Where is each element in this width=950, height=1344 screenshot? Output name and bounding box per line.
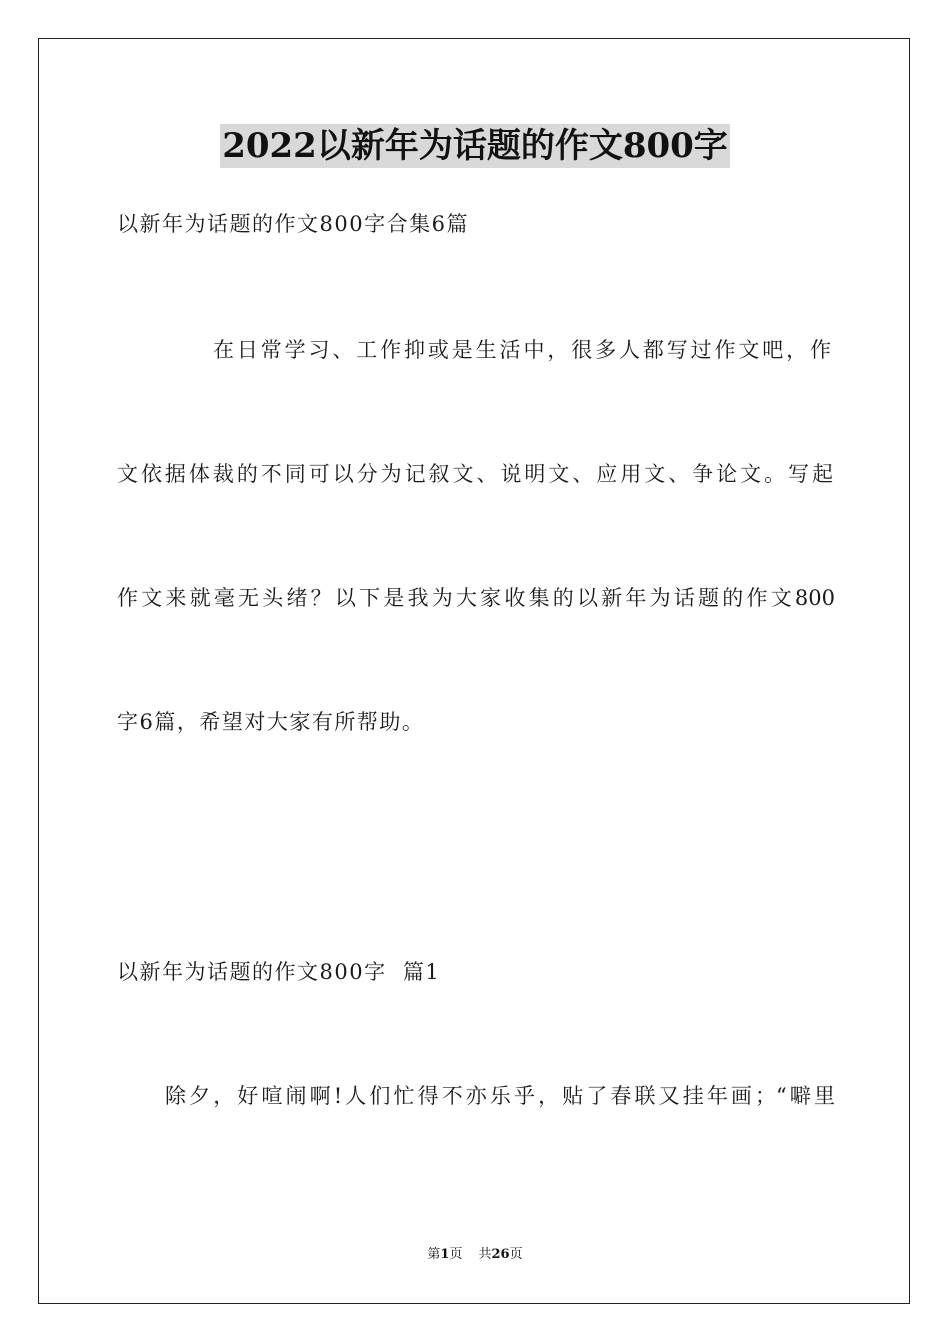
intro-line-4: 字6篇，希望对大家有所帮助。 <box>117 710 425 734</box>
intro-line-2: 文依据体裁的不同可以分为记叙文、说明文、应用文、争论文。写起 <box>117 462 833 486</box>
document-title: 2022以新年为话题的作文800字 <box>222 126 728 166</box>
footer-page-current: 1 <box>440 1247 450 1262</box>
page-footer <box>0 1246 950 1264</box>
document-subtitle: 以新年为话题的作文800字合集6篇 <box>117 212 469 236</box>
footer-total-pages: 26 <box>491 1247 510 1262</box>
section-heading: 以新年为话题的作文800字 篇1 <box>117 960 441 984</box>
section-first-line: 除夕，好喧闹啊!人们忙得不亦乐乎，贴了春联又挂年画；“噼里 <box>165 1084 835 1108</box>
title-container <box>0 124 950 168</box>
footer-page-suffix: 页 <box>449 1247 463 1262</box>
footer-total-prefix: 共 <box>478 1247 492 1262</box>
footer-page-prefix: 第 <box>427 1247 441 1262</box>
footer-total-suffix: 页 <box>509 1247 523 1262</box>
intro-line-1: 在日常学习、工作抑或是生活中，很多人都写过作文吧，作 <box>213 338 831 362</box>
intro-line-3: 作文来就毫无头绪？以下是我为大家收集的以新年为话题的作文800 <box>117 586 835 610</box>
